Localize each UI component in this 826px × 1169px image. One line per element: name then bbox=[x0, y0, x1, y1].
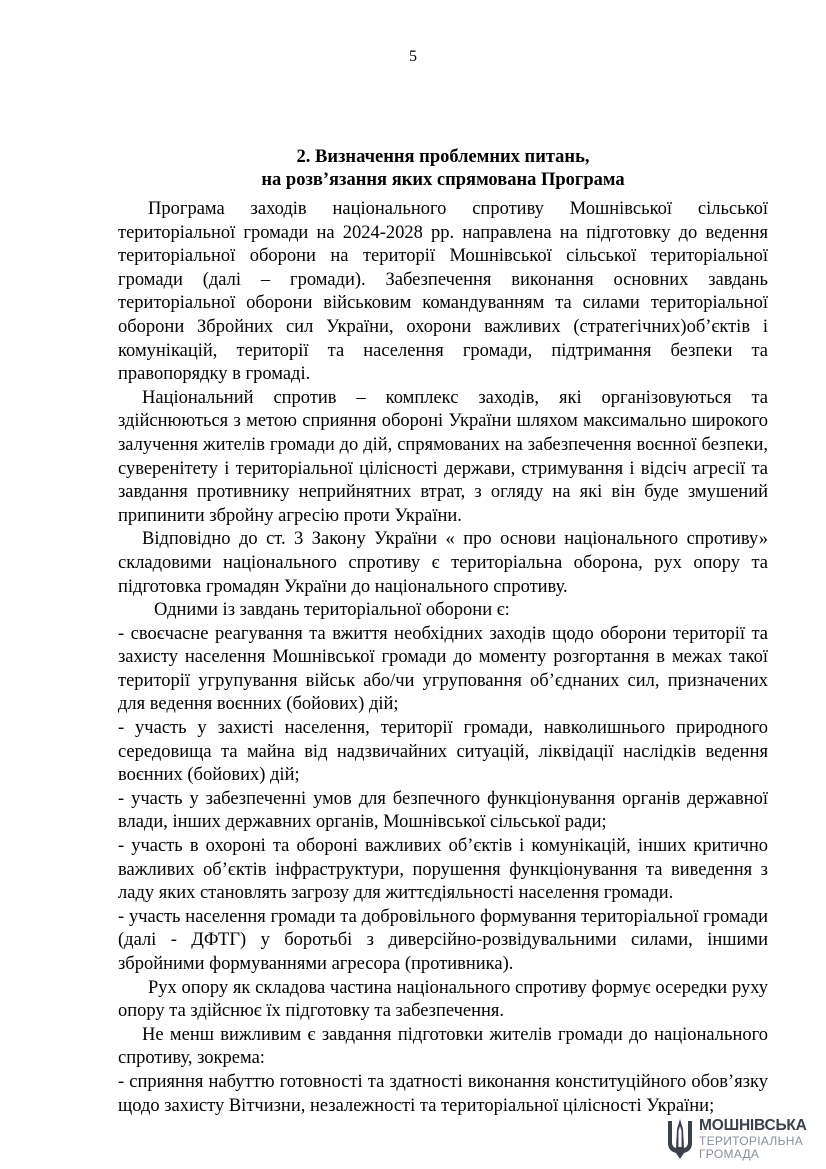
paragraph-training-intro: Не менш вижливим є завдання підготовки жителів громади до національного спротиву, зокрема: bbox=[118, 1024, 768, 1069]
document-body bbox=[118, 198, 768, 1118]
section-title bbox=[118, 146, 768, 192]
paragraph-law-reference: Відповідно до ст. 3 Закону України « про основи національного спротиву» складовими національного спротиву є територіальна оборона, рух опору та підготовка громадян України до національного спротиву. bbox=[118, 529, 768, 597]
list-item-government-functioning: - участь у забезпеченні умов для безпечного функціонування органів державної влади, інших державних органів, Мошнівської сільської ради; bbox=[118, 788, 768, 833]
section-title-line-2: на розв’язання яких спрямована Програма bbox=[261, 170, 625, 190]
paragraph-resistance-movement: Рух опору як складова частина національного спротиву формує осередки руху опору та здійснює їх підготовку та забезпечення. bbox=[118, 977, 768, 1022]
list-item-population-protection: - участь у захисті населення, території громади, навколишнього природного середовища та майна від надзвичайних ситуацій, ліквідації наслідків ведення воєнних (бойових) дій; bbox=[118, 718, 768, 786]
trident-icon bbox=[666, 1117, 694, 1161]
page-number: 5 bbox=[409, 48, 417, 65]
section-title-line-1: 2. Визначення проблемних питань, bbox=[296, 147, 590, 167]
list-item-infrastructure-protection: - участь в охороні та обороні важливих об’єктів і комунікацій, інших критично важливих об’єктів інфраструктури, порушення функціонування та виведення з ладу яких становлять загрозу для життєдіяльності населення громади. bbox=[118, 836, 768, 904]
paragraph-tasks-intro: Одними із завдань територіальної оборони є: bbox=[154, 600, 510, 621]
list-item-counter-sabotage: - участь населення громади та добровільного формування територіальної громади (далі - ДФТГ) у боротьбі з диверсійно-розвідувальними силами, іншими збройними формуваннями агресора (противника). bbox=[118, 906, 768, 974]
paragraph-national-resistance-definition: Національний спротив – комплекс заходів, які організовуються та здійснюються з метою сприяння обороні України шляхом максимально широкого залучення жителів громади до дій, спрямованих на забезпечення воєнної безпеки, суверенітету і територіальної цілісності держави, стримування і відсіч агресії та завдання противнику неприйнятних втрат, з огляду на які він буде змушений припинити збройну агресію проти України. bbox=[118, 387, 768, 526]
list-item-readiness: - сприяння набуттю готовності та здатності виконання конституційного обов’язку щодо захисту Вітчизни, незалежності та територіальної цілісності України; bbox=[118, 1071, 768, 1116]
logo-subtitle-1: ТЕРИТОРІАЛЬНА bbox=[699, 1133, 804, 1148]
logo-subtitle-2: ГРОМАДА bbox=[699, 1146, 760, 1161]
paragraph-program-purpose: Програма заходів національного спротиву Мошнівської сільської територіальної громади на 2024-2028 рр. направлена на підготовку до ведення територіальної оборони на території Мошнівської сільської територіальної громади (далі – громади). Забезпечення виконання основних завдань територіальної оборони військовим командуванням та силами територіальної оборони Збройних сил України, охорони важливих (стратегічних)об’єктів і комунікацій, території та населення громади, підтримання безпеки та правопорядку в громаді. bbox=[118, 199, 768, 385]
logo-title: МОШНІВСЬКА bbox=[699, 1117, 807, 1135]
list-item-timely-response: - своєчасне реагування та вжиття необхідних заходів щодо оборони території та захисту населення Мошнівської громади до моменту розгортання в межах такої території угрупування військ або/чи угруповання об’єднаних сил, призначених для ведення воєнних (бойових) дій; bbox=[118, 623, 768, 715]
community-logo bbox=[666, 1115, 816, 1163]
